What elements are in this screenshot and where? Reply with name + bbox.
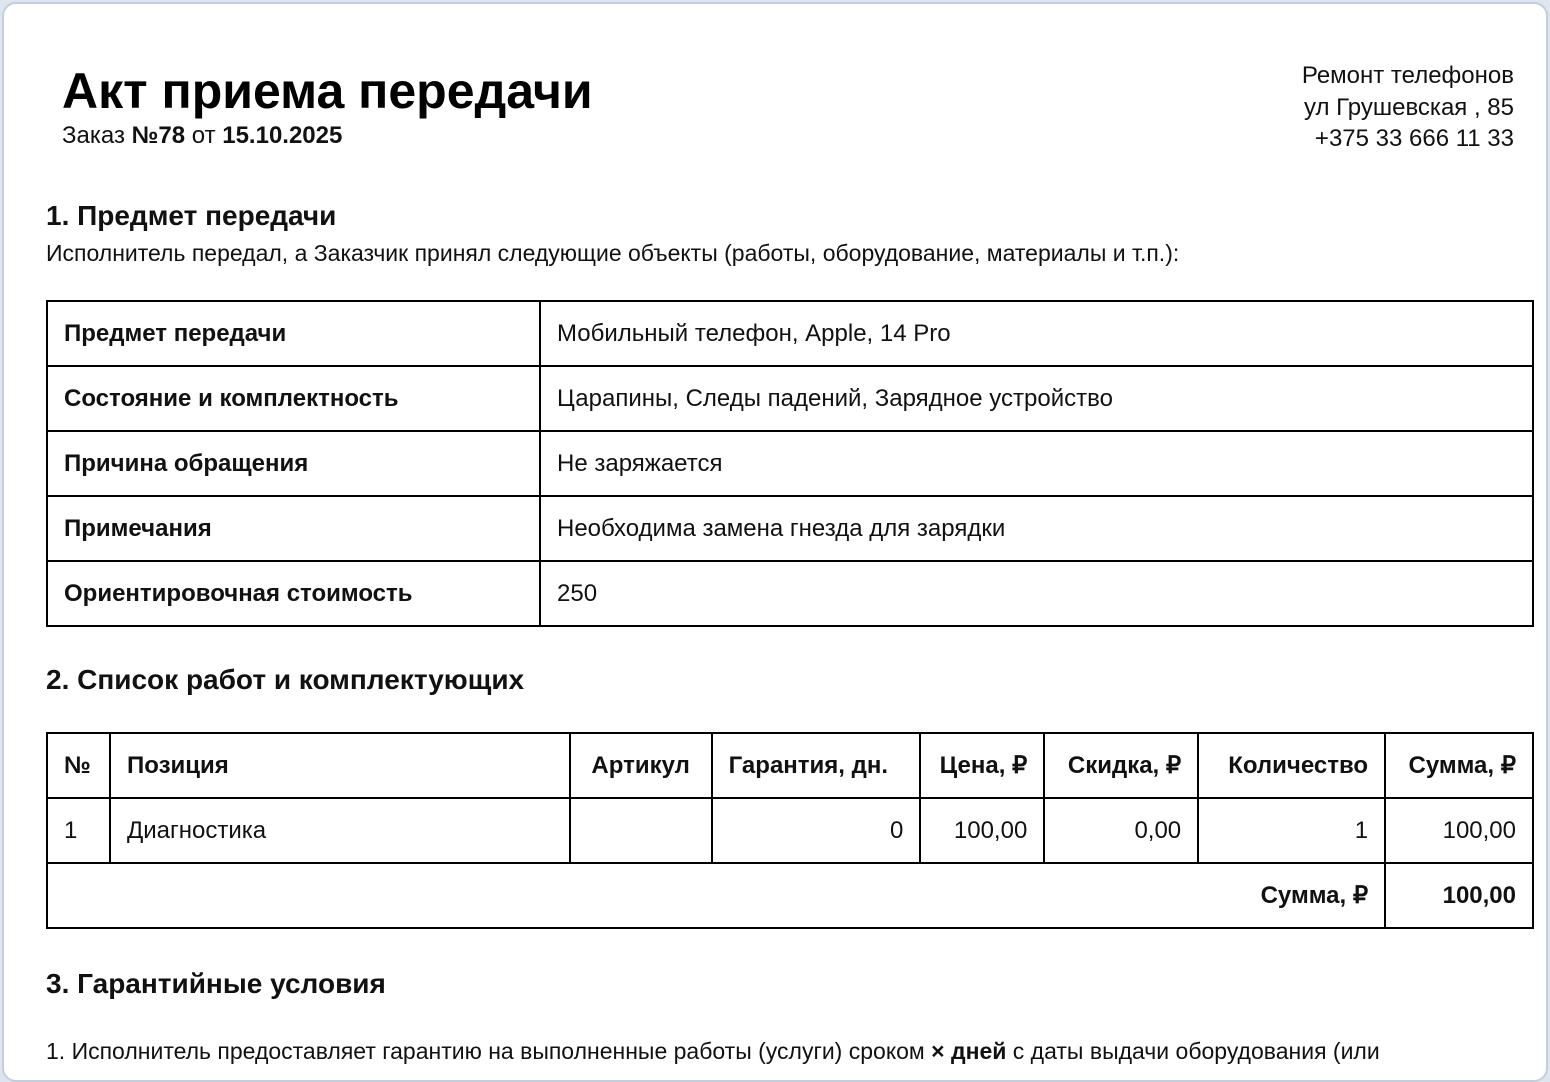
document-page xyxy=(2,2,1548,1082)
column-header: Гарантия, дн. xyxy=(712,733,921,798)
subject-value: Царапины, Следы падений, Зарядное устройство xyxy=(540,366,1533,431)
subject-label: Состояние и комплектность xyxy=(47,366,540,431)
section1-intro: Исполнитель передал, а Заказчик принял следующие объекты (работы, оборудование, материалы и т.п.): xyxy=(46,240,1180,266)
column-header: Скидка, ₽ xyxy=(1044,733,1198,798)
clause-days: дней xyxy=(950,1038,1007,1064)
company-phone: +375 33 666 11 33 xyxy=(1314,125,1514,152)
document-title: Акт приема передачи xyxy=(62,63,593,119)
column-header: Цена, ₽ xyxy=(920,733,1044,798)
subject-label: Предмет передачи xyxy=(47,301,540,366)
subject-value: Необходима замена гнезда для зарядки xyxy=(540,496,1533,561)
column-header: Позиция xyxy=(110,733,570,798)
total-value: 100,00 xyxy=(1385,863,1533,928)
clause-text: 1. Исполнитель предоставляет гарантию на выполненные работы (услуги) сроком xyxy=(46,1038,925,1064)
subject-value: 250 xyxy=(540,561,1533,626)
order-date: 15.10.2025 xyxy=(222,122,343,149)
subject-row xyxy=(47,496,1533,561)
total-label: Сумма, ₽ xyxy=(47,863,1385,928)
column-header: № xyxy=(47,733,110,798)
cell-price: 100,00 xyxy=(920,798,1044,863)
warranty-clause-1 xyxy=(46,1038,1380,1065)
subject-value: Мобильный телефон, Apple, 14 Pro xyxy=(540,301,1533,366)
order-number: №78 xyxy=(131,122,186,149)
subject-row xyxy=(47,561,1533,626)
subject-table xyxy=(46,300,1534,627)
company-address: ул Грушевская , 85 xyxy=(1303,93,1514,121)
works-table xyxy=(46,732,1534,929)
section3-heading: 3. Гарантийные условия xyxy=(46,968,386,999)
table-row xyxy=(47,798,1533,863)
column-header: Сумма, ₽ xyxy=(1385,733,1533,798)
section1-heading: 1. Предмет передачи xyxy=(46,200,337,231)
column-header: Артикул xyxy=(570,733,712,798)
subject-row xyxy=(47,301,1533,366)
order-info xyxy=(62,122,342,150)
cell-discount: 0,00 xyxy=(1044,798,1198,863)
subject-row xyxy=(47,431,1533,496)
clause-text-end: с даты выдачи оборудования (или xyxy=(1012,1038,1380,1064)
subject-label: Примечания xyxy=(47,496,540,561)
subject-label: Причина обращения xyxy=(47,431,540,496)
subject-label: Ориентировочная стоимость xyxy=(47,561,540,626)
column-header: Количество xyxy=(1198,733,1385,798)
clause-days-value: × xyxy=(931,1038,945,1064)
company-name: Ремонт телефонов xyxy=(1301,62,1514,89)
cell-item: Диагностика xyxy=(110,798,570,863)
company-info xyxy=(1302,60,1514,155)
cell-qty: 1 xyxy=(1198,798,1385,863)
cell-n: 1 xyxy=(47,798,110,863)
cell-warranty: 0 xyxy=(712,798,921,863)
section2-heading: 2. Список работ и комплектующих xyxy=(46,664,525,695)
subject-value: Не заряжается xyxy=(540,431,1533,496)
order-from: от xyxy=(191,122,216,149)
cell-sum: 100,00 xyxy=(1385,798,1533,863)
total-row xyxy=(47,863,1533,928)
cell-sku xyxy=(570,798,712,863)
subject-row xyxy=(47,366,1533,431)
order-prefix: Заказ xyxy=(62,122,125,149)
